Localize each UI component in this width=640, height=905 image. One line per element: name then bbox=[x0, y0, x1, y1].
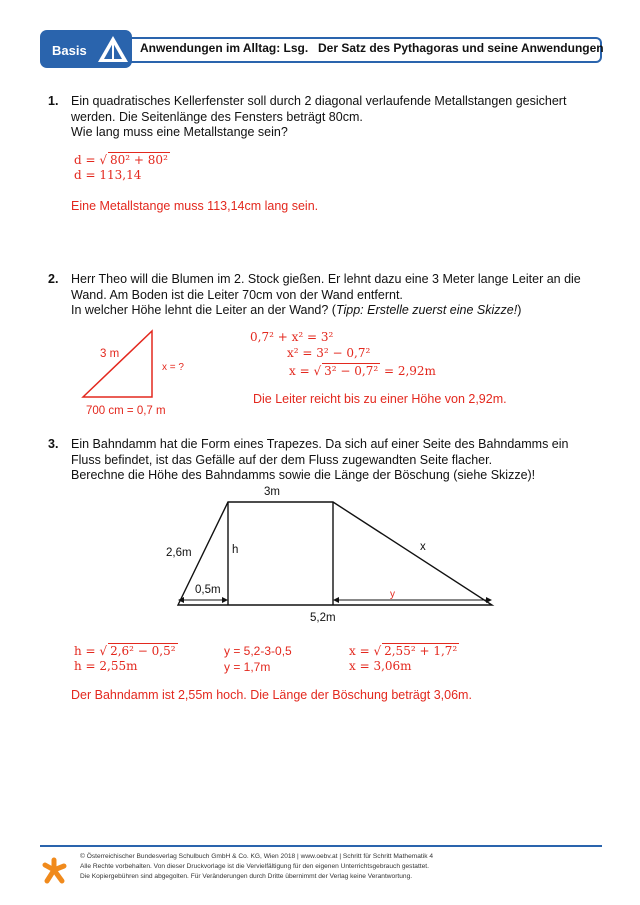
answer-text: Eine Metallstange muss 113,14cm lang sein. bbox=[71, 199, 319, 213]
calc-line: y = 5,2-3-0,5 bbox=[224, 644, 292, 658]
root-sign-icon: √ bbox=[373, 644, 382, 658]
trapezoid-sketch bbox=[170, 495, 500, 615]
answer-text: Der Bahndamm ist 2,55m hoch. Die Länge der Böschung beträgt 3,06m. bbox=[71, 688, 472, 702]
header-topic: Anwendungen im Alltag: Lsg. bbox=[140, 41, 309, 55]
calc-line: x = √ 3² − 0,7² = 2,92m bbox=[289, 364, 436, 378]
sketch-label-small: 0,5m bbox=[195, 584, 221, 596]
task-line: Ein quadratisches Kellerfenster soll durch 2 diagonal verlaufende Metallstangen gesichert bbox=[71, 94, 567, 108]
task-line: Fluss befindet, ist das Gefälle auf der dem Fluss zugewandten Seite flacher. bbox=[71, 452, 493, 467]
root-sign-icon: √ bbox=[99, 644, 108, 658]
task-line: werden. Die Seitenlänge des Fensters beträgt 80cm. bbox=[71, 109, 363, 124]
sketch-label-y: y bbox=[390, 589, 395, 600]
calc-line: h = √ 2,6² − 0,5² bbox=[74, 644, 176, 658]
task-line: Wie lang muss eine Metallstange sein? bbox=[71, 125, 288, 139]
task-text bbox=[71, 272, 581, 319]
task-number: 3. bbox=[48, 437, 59, 451]
sketch-label-h: h bbox=[232, 544, 239, 556]
calc-line: h = 2,55m bbox=[74, 659, 138, 673]
footer-divider bbox=[40, 845, 602, 847]
publisher-logo-icon bbox=[40, 856, 68, 886]
task-line: Wand. Am Boden ist die Leiter 70cm von der Wand entfernt. bbox=[71, 287, 403, 302]
calc-line: d = √ 80² + 80² bbox=[74, 153, 168, 167]
root-sign-icon: √ bbox=[99, 153, 108, 167]
footer-line: Die Kopiergebühren sind abgegolten. Für Veränderungen durch Dritte übernimmt der Verlag keine Verantwortung. bbox=[80, 873, 413, 880]
calc-line: x = 3,06m bbox=[349, 659, 412, 673]
task-line: In welcher Höhe lehnt die Leiter an der Wand? (Tipp: Erstelle zuerst eine Skizze!) bbox=[71, 303, 522, 317]
task-text bbox=[71, 94, 566, 141]
calc-line: x = √ 2,55² + 1,7² bbox=[349, 644, 458, 658]
task-text bbox=[71, 437, 568, 484]
calc-line: 0,7² + x² = 3² bbox=[250, 330, 334, 344]
footer-text bbox=[80, 852, 433, 882]
footer-line: © Österreichischer Bundesverlag Schulbuch GmbH & Co. KG, Wien 2018 | www.oebv.at | Schritt für Schritt Mathematik 4 bbox=[80, 853, 434, 860]
task-line: Berechne die Höhe des Bahndamms sowie die Länge der Böschung (siehe Skizze)! bbox=[71, 468, 536, 482]
root-sign-icon: √ bbox=[313, 364, 322, 378]
answer-text: Die Leiter reicht bis zu einer Höhe von 2,92m. bbox=[253, 392, 507, 406]
task-number: 1. bbox=[48, 94, 59, 108]
calc-line: d = 113,14 bbox=[74, 168, 142, 182]
task-line: Ein Bahndamm hat die Form eines Trapezes. Da sich auf einer Seite des Bahndamms ein bbox=[71, 437, 569, 451]
triangle-logo-icon bbox=[96, 33, 130, 65]
task-number: 2. bbox=[48, 272, 59, 286]
sketch-label-left: 2,6m bbox=[166, 547, 192, 559]
footer-line: Alle Rechte vorbehalten. Von dieser Druckvorlage ist die Vervielfältigung für den eigenen Unterrichtsgebrauch gestattet. bbox=[80, 863, 429, 870]
sketch-label-side: x = ? bbox=[162, 362, 184, 373]
sketch-label-x: x bbox=[420, 541, 426, 553]
calc-line: x² = 3² − 0,7² bbox=[287, 346, 371, 360]
calc-line: y = 1,7m bbox=[224, 660, 271, 674]
sketch-label-base: 5,2m bbox=[310, 612, 336, 624]
header-title: Der Satz des Pythagoras und seine Anwendungen bbox=[318, 41, 604, 55]
logo-label: Basis bbox=[52, 43, 87, 58]
task-line: Herr Theo will die Blumen im 2. Stock gießen. Er lehnt dazu eine 3 Meter lange Leiter an die bbox=[71, 272, 581, 286]
sketch-label-base: 700 cm = 0,7 m bbox=[86, 405, 166, 417]
sketch-label-top: 3m bbox=[264, 486, 280, 498]
sketch-label-hyp: 3 m bbox=[100, 348, 120, 360]
